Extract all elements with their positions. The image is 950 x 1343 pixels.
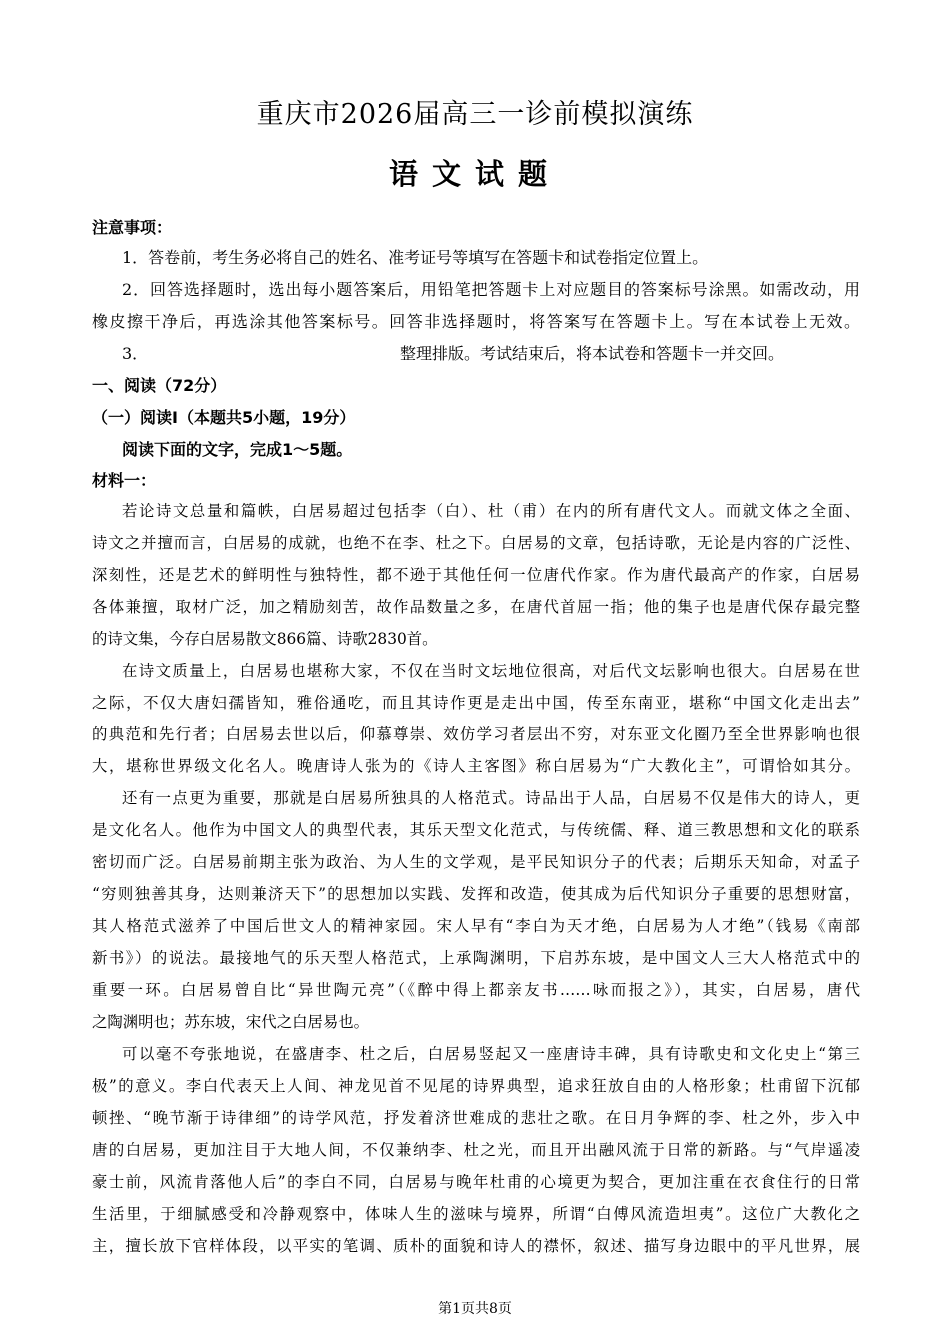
page-number: 第1页共8页 (438, 1301, 512, 1317)
section-instruction: 阅读下面的文字，完成1～5题。 (122, 440, 353, 459)
passage-p4-line: 生活里，于细腻感受和冷静观察中，体味人生的滋味与境界，所谓“白傅风流造坦夷”。这位广大教化之 (92, 1205, 860, 1223)
notice-item-3 (122, 344, 860, 364)
passage-p2-line: 之际，不仅大唐妇孺皆知，雅俗通吃，而且其诗作更是走出中国，传至东南亚，堪称“中国文化走出去” (92, 694, 860, 712)
passage-p4-line: 极”的意义。李白代表天上人间、神龙见首不见尾的诗界典型，追求狂放自由的人格形象；杜甫留下沉郁 (92, 1077, 860, 1095)
passage-p4-line: 主，擅长放下官样体段，以平实的笔调、质朴的面貌和诗人的襟怀，叙述、描写身边眼中的平凡世界，展 (92, 1237, 860, 1255)
notice-item-3-end: 整理排版。考试结束后，将本试卷和答题卡一并交回。 (400, 344, 785, 363)
passage-p1-line: 各体兼擅，取材广泛，加之精励刻苦，故作品数量之多，在唐代首屈一指；他的集子也是唐代保存最完整 (92, 598, 860, 616)
passage-p3-line: 新书》）的说法。最接地气的乐天型人格范式，上承陶渊明，下启苏东坡，是中国文人三大人格范式中的 (92, 949, 860, 967)
passage-p1-line: 若论诗文总量和篇帙，白居易超过包括李（白）、杜（甫）在内的所有唐代文人。而就文体之全面、 (122, 502, 860, 520)
section-sub-1: （一）阅读Ⅰ（本题共5小题，19分） (92, 408, 356, 427)
passage-p2-line: 大，堪称世界级文化名人。晚唐诗人张为的《诗人主客图》称白居易为“广大教化主”，可谓恰如其分。 (92, 757, 860, 775)
passage-p3-line: 其人格范式滋养了中国后世文人的精神家园。宋人早有“李白为天才绝，白居易为人才绝”（钱易《南部 (92, 917, 860, 935)
passage-p3-line: “穷则独善其身，达则兼济天下”的思想加以实践、发挥和改造，使其成为后代知识分子重要的思想财富， (92, 885, 860, 903)
notice-item-1: 1．答卷前，考生务必将自己的姓名、准考证号等填写在答题卡和试卷指定位置上。 (122, 248, 709, 267)
notice-item-3-start: 3． (122, 344, 149, 363)
passage-p1-line: 深刻性，还是艺术的鲜明性与独特性，都不逊于其他任何一位唐代作家。作为唐代最高产的作家，白居易 (92, 566, 860, 584)
passage-p4-line: 可以毫不夸张地说，在盛唐李、杜之后，白居易竖起又一座唐诗丰碑，具有诗歌史和文化史上“第三 (122, 1045, 860, 1063)
exam-subtitle: 语文试题 (388, 157, 561, 191)
notice-heading: 注意事项： (92, 218, 173, 237)
passage-p1-line: 诗文之并擅而言，白居易的成就，也绝不在李、杜之下。白居易的文章，包括诗歌，无论是内容的广泛性、 (92, 534, 860, 552)
section-part-1: 一、阅读（72分） (92, 376, 227, 395)
material-label: 材料一： (92, 471, 157, 490)
passage-p3-line: 重要一环。白居易曾自比“异世陶元亮”（《醉中得上都亲友书……咏而报之》），其实，白居易，唐代 (92, 981, 860, 999)
passage-p3-line: 密切而广泛。白居易前期主张为政治、为人生的文学观，是平民知识分子的代表；后期乐天知命，对孟子 (92, 853, 860, 871)
exam-title: 重庆市2026届高三一诊前模拟演练 (256, 99, 694, 130)
passage-p3-line: 之陶渊明也；苏东坡，宋代之白居易也。 (92, 1013, 370, 1031)
passage-p1-line: 的诗文集，今存白居易散文866篇、诗歌2830首。 (92, 630, 438, 648)
passage-p3-line: 还有一点更为重要，那就是白居易所独具的人格范式。诗品出于人品，白居易不仅是伟大的诗人，更 (122, 789, 860, 807)
passage-p4-line: 唐的白居易，更加注目于大地人间，不仅兼纳李、杜之光，而且开出融风流于日常的新路。与“气岸遥凌 (92, 1141, 860, 1159)
passage-p4-line: 顿挫、“晚节渐于诗律细”的诗学风范，抒发着济世难成的悲壮之歌。在日月争辉的李、杜之外，步入中 (92, 1109, 860, 1127)
passage-p3-line: 是文化名人。他作为中国文人的典型代表，其乐天型文化范式，与传统儒、释、道三教思想和文化的联系 (92, 821, 860, 839)
notice-item-2-line-1: 2．回答选择题时，选出每小题答案后，用铅笔把答题卡上对应题目的答案标号涂黑。如需改动，用 (122, 280, 860, 299)
passage-p2-line: 的典范和先行者；白居易去世以后，仰慕尊崇、效仿学习者层出不穷，对东亚文化圈乃至全世界影响也很 (92, 725, 860, 743)
passage-p2-line: 在诗文质量上，白居易也堪称大家，不仅在当时文坛地位很高，对后代文坛影响也很大。白居易在世 (122, 662, 860, 680)
notice-item-2-line-2: 橡皮擦干净后，再选涂其他答案标号。回答非选择题时，将答案写在答题卡上。写在本试卷上无效。 (92, 312, 860, 331)
passage-p4-line: 豪士前，风流肯落他人后”的李白不同，白居易与晚年杜甫的心境更为契合，更加注重在衣食住行的日常 (92, 1173, 860, 1191)
